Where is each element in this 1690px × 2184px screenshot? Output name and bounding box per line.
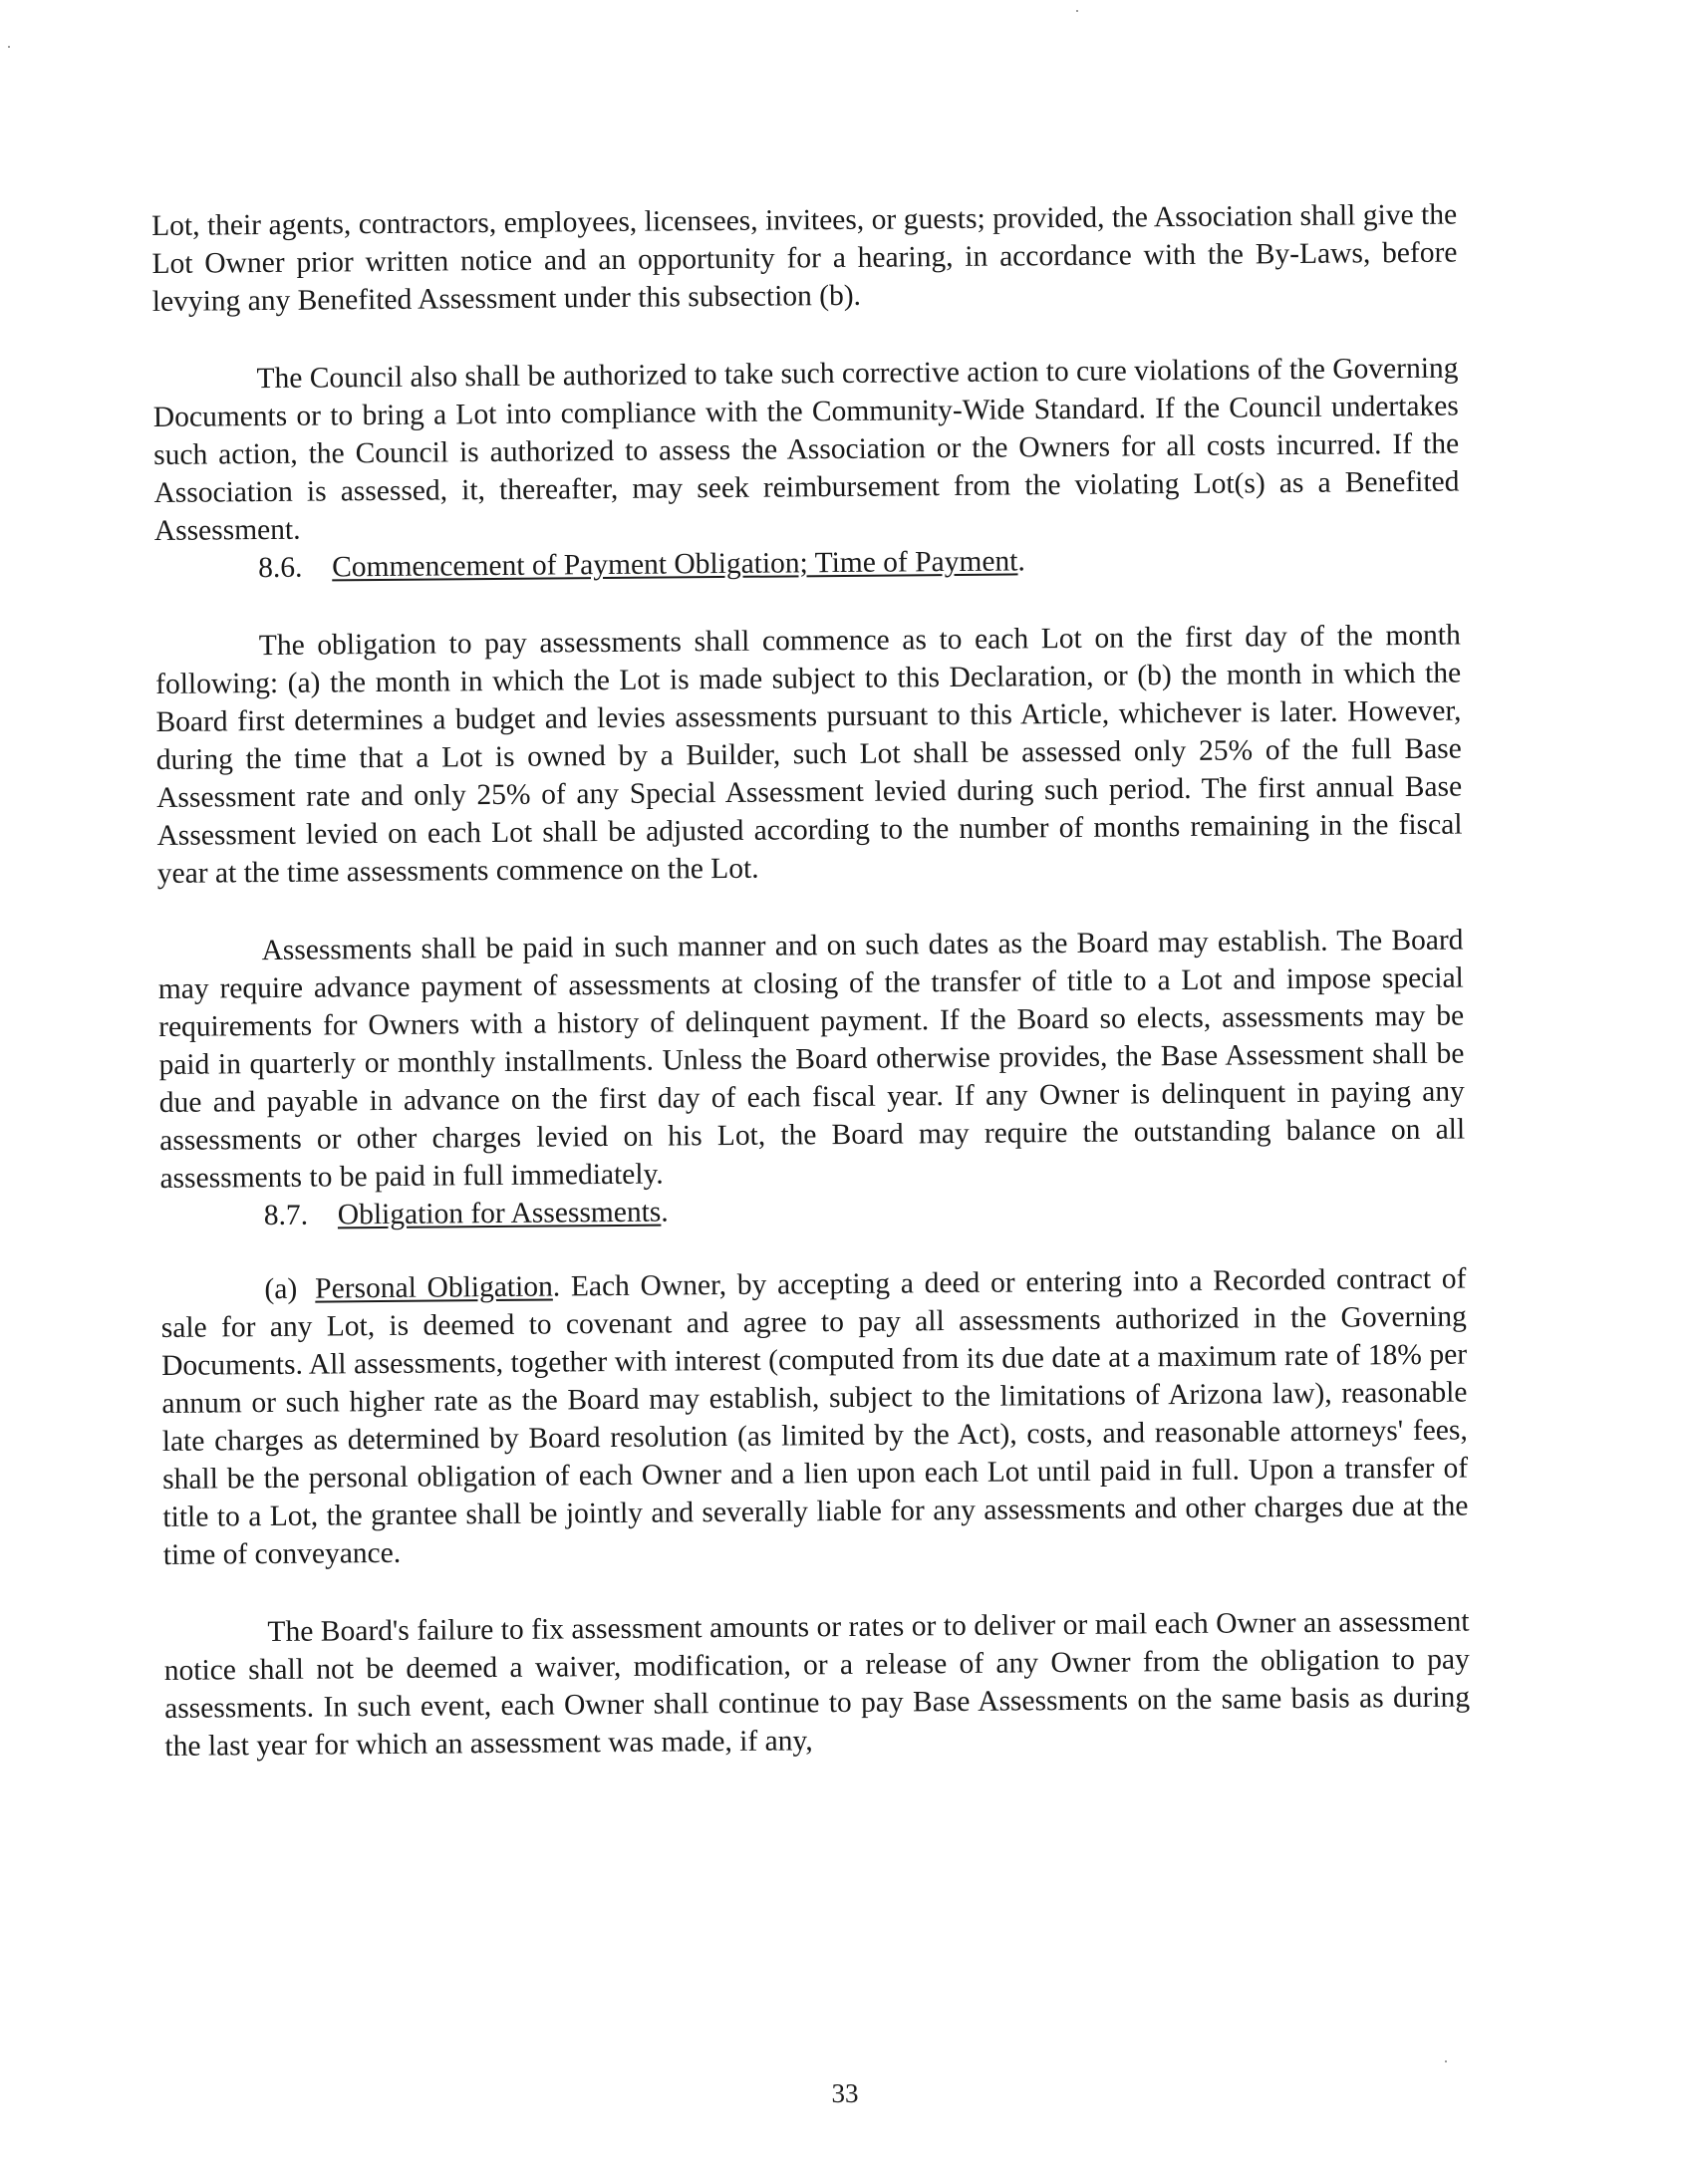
section-title: Commencement of Payment Obligation; Time of Payment [332, 545, 1018, 584]
subsection-title: Personal Obligation [315, 1270, 553, 1305]
paragraph-payment-manner: Assessments shall be paid in such manner and on such dates as the Board may establish. The Board may require advance payment of assessments at closing of the transfer of title to a Lot and impose special requirements for Owners with a history of delinquent payment. If the Board so elects, assessments may be paid in quarterly or monthly installments. Unless the Board otherwise provides, the Base Assessment shall be due and payable in advance on the first day of each fiscal year. If any Owner is delinquent in paying any assessments or other charges levied on his Lot, the Board may require the outstanding balance on all assessments to be paid in full immediately. [157, 924, 1466, 1195]
scan-speck [1076, 10, 1078, 12]
paragraph-council-corrective-action: The Council also shall be authorized to take such corrective action to cure violations of the Governing Documents or to bring a Lot into compliance with the Community-Wide Standard. If the Council undertakes such action, the Council is authorized to assess the Association or the Owners for all costs incurred. If the Association is assessed, it, thereafter, may seek reimbursement from the violating Lot(s) as a Benefited Assessment. [152, 352, 1460, 547]
section-title-period: . [661, 1196, 669, 1228]
section-title: Obligation for Assessments [337, 1196, 662, 1231]
paragraph-personal-obligation [160, 1260, 1469, 1574]
paragraph-board-failure: The Board's failure to fix assessment amounts or rates or to deliver or mail each Owner an assessment notice shall not be deemed a waiver, modification, or a release of any Owner from the obligation to pay assessments. In such event, each Owner shall continue to pay Base Assessments on the same basis as during the last year for which an assessment was made, if any, [163, 1605, 1471, 1763]
paragraph-commencement: The obligation to pay assessments shall commence as to each Lot on the first day of the month following: (a) the month in which the Lot is made subject to this Declaration, or (b) the month in which the Board first determines a budget and levies assessments pursuant to this Article, whichever is later. However, during the time that a Lot is owned by a Builder, such Lot shall be assessed only 25% of the full Base Assessment rate and only 25% of any Special Assessment levied during such period. The first annual Base Assessment levied on each Lot shall be adjusted according to the number of months remaining in the fiscal year at the time assessments commence on the Lot. [155, 619, 1463, 890]
section-number: 8.6. [258, 551, 303, 585]
section-title-period: . [1017, 545, 1025, 578]
paragraph-benefited-assessment: Lot, their agents, contractors, employees, licensees, invitees, or guests; provided, the Association shall give the Lot Owner prior written notice and an opportunity for a hearing, in accordance with the By-Laws, before levying any Benefited Assessment under this subsection (b). [151, 198, 1458, 318]
page-number: 33 [831, 2078, 859, 2108]
subsection-body: . Each Owner, by accepting a deed or entering into a Recorded contract of sale for any Lot, is deemed to covenant and agree to pay all assessments authorized in the Governing Documents. All assessments, together with interest (computed from its due date at a maximum rate of 18% per annum or such higher rate as the Board may establish, subject to the limitations of Arizona law), reasonable late charges as determined by Board resolution (as limited by the Act), costs, and reasonable attorneys' fees, shall be the personal obligation of each Owner and a lien upon each Lot until paid in full. Upon a transfer of title to a Lot, the grantee shall be jointly and severally liable for any assessments and other charges due at the time of conveyance. [160, 1262, 1469, 1571]
subsection-label: (a) [264, 1272, 298, 1306]
scan-speck [8, 46, 10, 48]
document-body [151, 196, 1471, 1766]
scan-speck [1445, 2060, 1447, 2062]
section-number: 8.7. [263, 1199, 309, 1232]
